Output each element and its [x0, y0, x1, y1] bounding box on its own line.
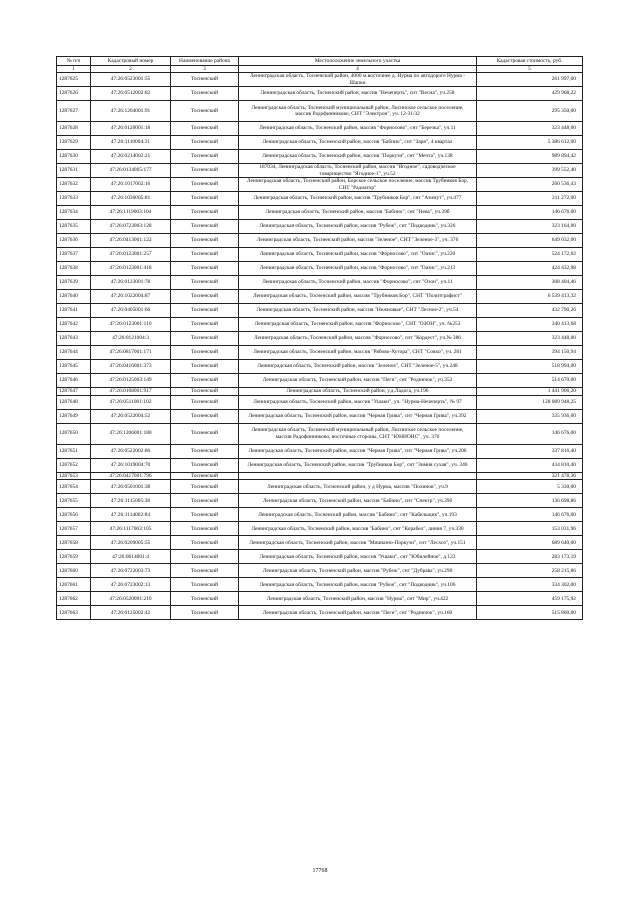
cadastral-value: 136 698,86: [477, 494, 583, 508]
row-number: 1287650: [57, 423, 91, 444]
table-row: [57, 480, 583, 494]
district-name: Тосненский: [171, 304, 239, 318]
table-row: [57, 318, 583, 332]
cadastral-value: 434 810,40: [477, 458, 583, 472]
district-name: Тосненский: [171, 494, 239, 508]
district-name: Тосненский: [171, 395, 239, 409]
land-location: Ленинградская область, Тосненский район, массив "Нечеперть", снт "Весна", уч.258: [239, 87, 477, 101]
land-location: Ленинградская область, Тосненский район, массив "Трубников Бор", СНТ "Политграфист": [239, 290, 477, 304]
table-row: [57, 522, 583, 536]
cadastral-number: 47:26:0723003:128: [91, 220, 171, 234]
table-row: [57, 494, 583, 508]
cadastral-number: 47:26:1017002:16: [91, 178, 171, 192]
district-name: Тосненский: [171, 318, 239, 332]
column-number: 3: [171, 66, 239, 73]
district-name: Тосненский: [171, 206, 239, 220]
row-number: 1287653: [57, 472, 91, 480]
cadastral-number: 47:26:1117003:105: [91, 522, 171, 536]
land-location: Ленинградская область, Тосненский район, массив "Рубеж", снт "Подводник", уч.326: [239, 220, 477, 234]
district-name: Тосненский: [171, 578, 239, 592]
district-name: Тосненский: [171, 550, 239, 564]
row-number: 1287663: [57, 606, 91, 620]
district-name: Тосненский: [171, 101, 239, 122]
header-cadastral-number: Кадастровый номер: [91, 57, 171, 66]
district-name: Тосненский: [171, 508, 239, 522]
table-row: [57, 234, 583, 248]
column-number: 4: [239, 66, 477, 73]
land-location: Ленинградская область, Тосненский район, массив "Зеленое", СНТ "Зеленое-3", уч. 376: [239, 234, 477, 248]
cadastral-value: 399 552,40: [477, 164, 583, 178]
row-number: 1287652: [57, 458, 91, 472]
cadastral-number: 47:26:1204001:91: [91, 101, 171, 122]
row-number: 1287643: [57, 332, 91, 346]
land-location: Ленинградская область, Тосненский район, массив "Форносово", снт "Оазис", уч.213: [239, 262, 477, 276]
row-number: 1287636: [57, 234, 91, 248]
cadastral-value: 689 640,00: [477, 536, 583, 550]
row-number: 1287648: [57, 395, 91, 409]
table-row: [57, 395, 583, 409]
column-numbers-row: [57, 66, 583, 73]
table-row: [57, 374, 583, 388]
cadastral-value: 515 860,00: [477, 606, 583, 620]
table-row: [57, 164, 583, 178]
table-row: [57, 578, 583, 592]
cadastral-value: 334 302,00: [477, 578, 583, 592]
row-number: 1287658: [57, 536, 91, 550]
district-name: Тосненский: [171, 536, 239, 550]
table-row: [57, 606, 583, 620]
cadastral-value: 5 386 612,00: [477, 136, 583, 150]
row-number: 1287660: [57, 564, 91, 578]
district-name: Тосненский: [171, 220, 239, 234]
row-number: 1287656: [57, 508, 91, 522]
cadastral-number: 47:26:0405001:66: [91, 304, 171, 318]
cadastral-number: 47:26:0134005:177: [91, 164, 171, 178]
table-row: [57, 472, 583, 480]
district-name: Тосненский: [171, 290, 239, 304]
row-number: 1287654: [57, 480, 91, 494]
table-row: [57, 276, 583, 290]
cadastral-value: 649 032,00: [477, 234, 583, 248]
district-name: Тосненский: [171, 360, 239, 374]
table-row: [57, 536, 583, 550]
cadastral-number: 47:26:0123001:78: [91, 276, 171, 290]
row-number: 1287649: [57, 409, 91, 423]
cadastral-number: 47:26:0817001:171: [91, 346, 171, 360]
row-number: 1287642: [57, 318, 91, 332]
district-name: Тосненский: [171, 192, 239, 206]
district-name: Тосненский: [171, 178, 239, 192]
cadastral-value: 295 350,00: [477, 101, 583, 122]
row-number: 1287625: [57, 73, 91, 87]
district-name: Тосненский: [171, 388, 239, 396]
cadastral-number: 47:26:0511001:102: [91, 395, 171, 409]
district-name: Тосненский: [171, 409, 239, 423]
row-number: 1287637: [57, 248, 91, 262]
land-location: [239, 472, 477, 480]
column-number: 2: [91, 66, 171, 73]
cadastral-value: 6 539 413,32: [477, 290, 583, 304]
land-location: Ленинградская область, Тосненский район, массив "Нурма", снт "Мир", уч.422: [239, 592, 477, 606]
column-number: 1: [57, 66, 91, 73]
table-row: [57, 346, 583, 360]
cadastral-value: 153 031,96: [477, 522, 583, 536]
district-name: Тосненский: [171, 87, 239, 101]
cadastral-number: 47:26:0522004:52: [91, 409, 171, 423]
row-number: 1287638: [57, 262, 91, 276]
cadastral-number: 47:26:0123001:418: [91, 262, 171, 276]
district-name: Тосненский: [171, 444, 239, 458]
row-number: 1287628: [57, 122, 91, 136]
land-location: Ленинградская область, Тосненский район, массив "Бабино", снт "Спектр", уч.396: [239, 494, 477, 508]
cadastral-number: 47:26:0209005:55: [91, 536, 171, 550]
row-number: 1287645: [57, 360, 91, 374]
land-location: Ленинградская область, Тосненский район, массив "Ушаки", уч. "Нурма-Нечеперть", № 97: [239, 395, 477, 409]
district-name: Тосненский: [171, 522, 239, 536]
land-location: Ленинградская область, Тосненский район, у.д.Ладога, уч.196: [239, 388, 477, 396]
district-name: Тосненский: [171, 606, 239, 620]
row-number: 1287651: [57, 444, 91, 458]
row-number: 1287641: [57, 304, 91, 318]
cadastral-number: 47:26:0417001:796: [91, 472, 171, 480]
cadastral-number: 47:26:1114002:84: [91, 508, 171, 522]
cadastral-value: 429 968,22: [477, 87, 583, 101]
cadastral-value: 432 790,26: [477, 304, 583, 318]
cadastral-number: 47:26:0123001:110: [91, 318, 171, 332]
cadastral-number: 47:26:0614001:4: [91, 550, 171, 564]
table-row: [57, 550, 583, 564]
cadastral-number: 47:26:0723002:13: [91, 578, 171, 592]
row-number: 1287659: [57, 550, 91, 564]
row-number: 1287631: [57, 164, 91, 178]
cadastral-number: 47:26:0108001:917: [91, 388, 171, 396]
table-row: [57, 248, 583, 262]
table-row: [57, 409, 583, 423]
cadastral-value: 128 089 948,25: [477, 395, 583, 409]
cadastral-number: 47:26:1030005:81: [91, 192, 171, 206]
land-location: Ленинградская область, Тосненский район, массив "Пеги", снт "Родничок", уч.160: [239, 606, 477, 620]
cadastral-number: 47:26:0512002:82: [91, 87, 171, 101]
land-location: Ленинградская область, Тосненский район, 4000 м.восточнее д. Нурма по автодороге Нурма - Шапки: [239, 73, 477, 87]
table-row: [57, 444, 583, 458]
table-row: [57, 136, 583, 150]
table-row: [57, 360, 583, 374]
cadastral-value: 335 936,00: [477, 409, 583, 423]
cadastral-value: 323 448,00: [477, 122, 583, 136]
row-number: 1287662: [57, 592, 91, 606]
cadastral-value: 424 432,98: [477, 262, 583, 276]
district-name: Тосненский: [171, 592, 239, 606]
header-district: Наименование района: [171, 57, 239, 66]
cadastral-value: 514 670,00: [477, 374, 583, 388]
district-name: Тосненский: [171, 276, 239, 290]
land-location: Ленинградская область, Тосненский район, массив "Мишкино-Поркузи", снт "Лесхоз", уч.151: [239, 536, 477, 550]
row-number: 1287629: [57, 136, 91, 150]
land-location: Ленинградская область, Тосненский район, массив "Пеги", снт "Родничок", уч.352: [239, 374, 477, 388]
cadastral-value: 518 994,00: [477, 360, 583, 374]
cadastral-number: 47:26:0522002:86: [91, 444, 171, 458]
district-name: Тосненский: [171, 458, 239, 472]
table-row: [57, 87, 583, 101]
district-name: Тосненский: [171, 136, 239, 150]
land-location: Ленинградская область, Тосненский район, массив "Бабино", снт "Корабел", линия 7, уч.330: [239, 522, 477, 536]
table-row: [57, 206, 583, 220]
row-number: 1287661: [57, 578, 91, 592]
row-number: 1287657: [57, 522, 91, 536]
cadastral-value: 524 172,02: [477, 248, 583, 262]
district-name: Тосненский: [171, 423, 239, 444]
land-location: Ленинградская область, Тосненский район, массив "Трубников Бор", снт "Азимут", уч.477: [239, 192, 477, 206]
table-row: [57, 122, 583, 136]
district-name: Тосненский: [171, 234, 239, 248]
table-row: [57, 332, 583, 346]
cadastral-value: 258 215,86: [477, 564, 583, 578]
cadastral-number: 47:26:0214002:21: [91, 150, 171, 164]
table-row: [57, 150, 583, 164]
table-row: [57, 592, 583, 606]
cadastral-number: 47:26:0125002:42: [91, 606, 171, 620]
cadastral-number: 47:26:0121004:3: [91, 332, 171, 346]
land-location: Ленинградская область, Тосненский район, массив "Форносово", СНТ "ОЗОН", уч. №253: [239, 318, 477, 332]
cadastral-number: 47:26:0523001:55: [91, 73, 171, 87]
row-number: 1287646: [57, 374, 91, 388]
land-location: Ленинградская область, Тосненский район, массив "Черная Грива", снт "Черная Грива", уч.392: [239, 409, 477, 423]
header-cadastral-value: Кадастровая стоимость, руб.: [477, 57, 583, 66]
cadastral-value: 340 413,68: [477, 318, 583, 332]
table-body: [57, 73, 583, 620]
land-location: Ленинградская область, Тосненский муниципальный район, Лисинское сельское поселение, массив Радофинниково, восточные стороны, СНТ "ЮНИОНС", уч. 370: [239, 423, 477, 444]
table-row: [57, 262, 583, 276]
document-page: [56, 56, 582, 620]
cadastral-number: 47:26:0416001:373: [91, 360, 171, 374]
header-number: № п/п: [57, 57, 91, 66]
district-name: Тосненский: [171, 122, 239, 136]
district-name: Тосненский: [171, 73, 239, 87]
land-location: Ленинградская область, Тосненский район, массив "Ушаки", снт "Юбилейное", д.123: [239, 550, 477, 564]
column-number: 5: [477, 66, 583, 73]
cadastral-value: 394 150,94: [477, 346, 583, 360]
cadastral-value: 459 175,92: [477, 592, 583, 606]
page-number: 17768: [312, 868, 328, 874]
land-location: Ленинградская область, Тосненский район, массив "Форносово", снт "Кордест", уч.№ 386: [239, 332, 477, 346]
land-location: Ленинградская область, Тосненский район, массив "Бабино", снт "Нева", уч.39б: [239, 206, 477, 220]
table-row: [57, 220, 583, 234]
land-location: Ленинградская область, Тосненский район, массив "Рябово-Хутора", СНТ "Совхо", уч. 281: [239, 346, 477, 360]
district-name: Тосненский: [171, 332, 239, 346]
cadastral-value: 308 404,46: [477, 276, 583, 290]
land-location: Ленинградская область, Тосненский район, массив "Бабино", снт "Заря", 4 квартал: [239, 136, 477, 150]
row-number: 1287655: [57, 494, 91, 508]
table-row: [57, 458, 583, 472]
cadastral-number: 47:26:0413001:122: [91, 234, 171, 248]
cadastral-value: 1 441 906,20: [477, 388, 583, 396]
district-name: Тосненский: [171, 262, 239, 276]
cadastral-value: 260 536,43: [477, 178, 583, 192]
cadastral-number: 47:26:0120001:18: [91, 122, 171, 136]
cadastral-number: 47:26:1119003:104: [91, 206, 171, 220]
row-number: 1287633: [57, 192, 91, 206]
cadastral-number: 47:26:1019004:70: [91, 458, 171, 472]
row-number: 1287632: [57, 178, 91, 192]
land-location: Ленинградская область, Тосненский район, массив "Бабино", снт "Кабельщик", уч.193: [239, 508, 477, 522]
cadastral-value: 283 173,19: [477, 550, 583, 564]
table-row: [57, 388, 583, 396]
row-number: 1287640: [57, 290, 91, 304]
district-name: Тосненский: [171, 150, 239, 164]
cadastral-value: 321 478,36: [477, 472, 583, 480]
land-location: Ленинградская область, Тосненский район, массив "Форносово", снт "Березка", уч.11: [239, 122, 477, 136]
row-number: 1287639: [57, 276, 91, 290]
land-location: Ленинградская область, Тосненский район, массив "Рубеж", снт "Подводник", уч.106: [239, 578, 477, 592]
district-name: Тосненский: [171, 374, 239, 388]
cadastral-number: 47:26:1110004:31: [91, 136, 171, 150]
cadastral-value-table: [56, 56, 583, 620]
land-location: Ленинградская область, Тосненский район, у д Нурма, массив "Полинов", уч.9: [239, 480, 477, 494]
land-location: Ленинградская область, Тосненский район, массив "Черная Грива", снт "Черная Грива", уч.206: [239, 444, 477, 458]
row-number: 1287644: [57, 346, 91, 360]
district-name: Тосненский: [171, 472, 239, 480]
cadastral-value: 261 997,00: [477, 73, 583, 87]
table-row: [57, 304, 583, 318]
cadastral-number: 47:26:1022004:87: [91, 290, 171, 304]
cadastral-value: 146 676,00: [477, 206, 583, 220]
cadastral-number: 47:26:0125003:149: [91, 374, 171, 388]
district-name: Тосненский: [171, 164, 239, 178]
land-location: Ленинградская область, Тосненский район, массив "Нежновые", СНТ "Лесное-2", уч.54: [239, 304, 477, 318]
cadastral-value: 989 894,42: [477, 150, 583, 164]
district-name: Тосненский: [171, 346, 239, 360]
district-name: Тосненский: [171, 480, 239, 494]
row-number: 1287647: [57, 388, 91, 396]
land-location: 187034, Ленинградская область, Тосненский район, массив "Ягодное", садоводческое товарищество "Ягодное-1", уч.52: [239, 164, 477, 178]
row-number: 1287634: [57, 206, 91, 220]
cadastral-value: 146 676,00: [477, 423, 583, 444]
cadastral-number: 47:26:0123001:257: [91, 248, 171, 262]
table-row: [57, 73, 583, 87]
table-row: [57, 290, 583, 304]
land-location: Ленинградская область, Тосненский район, массив "Форносово", снт "Оазис", уч.220: [239, 248, 477, 262]
table-row: [57, 178, 583, 192]
cadastral-value: 337 816,40: [477, 444, 583, 458]
row-number: 1287627: [57, 101, 91, 122]
land-location: Ленинградская область, Тосненский район, массив "Трубников Бор", снт "Зимня сухая", уч. 346: [239, 458, 477, 472]
header-location: Местоположение земельного участка: [239, 57, 477, 66]
cadastral-value: 323 448,00: [477, 332, 583, 346]
table-row: [57, 564, 583, 578]
table-row: [57, 508, 583, 522]
cadastral-number: 47:26:1115005:38: [91, 494, 171, 508]
table-row: [57, 423, 583, 444]
table-row: [57, 101, 583, 122]
cadastral-value: 5 330,00: [477, 480, 583, 494]
land-location: Ленинградская область, Тосненский район, массив "Форносово", снт "Озон", уч.11: [239, 276, 477, 290]
cadastral-number: 47:26:0722003:73: [91, 564, 171, 578]
district-name: Тосненский: [171, 564, 239, 578]
cadastral-number: 47:26:1206001:180: [91, 423, 171, 444]
cadastral-value: 211 272,00: [477, 192, 583, 206]
land-location: Ленинградская область, Тосненский муниципальный район, Лисинское сельское поселение, массив Радофинниково, СНТ "Электрон", уч. 12-31/32: [239, 101, 477, 122]
land-location: Ленинградская область, Тосненский район, массив "Поркузи", снт "Мечта", уч.138: [239, 150, 477, 164]
land-location: Ленинградская область, Тосненский район, массив "Зеленое", СНТ "Зеленое-5", уч.248: [239, 360, 477, 374]
land-location: Ленинградская область, Тосненский район, массив "Рубеж", снт "Дубрава", уч.290: [239, 564, 477, 578]
cadastral-value: 323 164,00: [477, 220, 583, 234]
table-row: [57, 192, 583, 206]
district-name: Тосненский: [171, 248, 239, 262]
row-number: 1287626: [57, 87, 91, 101]
table-header-row: [57, 57, 583, 66]
cadastral-number: 47:26:0501001:38: [91, 480, 171, 494]
cadastral-number: 47:26:0520001:210: [91, 592, 171, 606]
row-number: 1287630: [57, 150, 91, 164]
cadastral-value: 146 676,00: [477, 508, 583, 522]
row-number: 1287635: [57, 220, 91, 234]
land-location: Ленинградская область, Тосненский район, Борское сельское поселение, массив Трубников Бор, СНТ "Радиатор": [239, 178, 477, 192]
